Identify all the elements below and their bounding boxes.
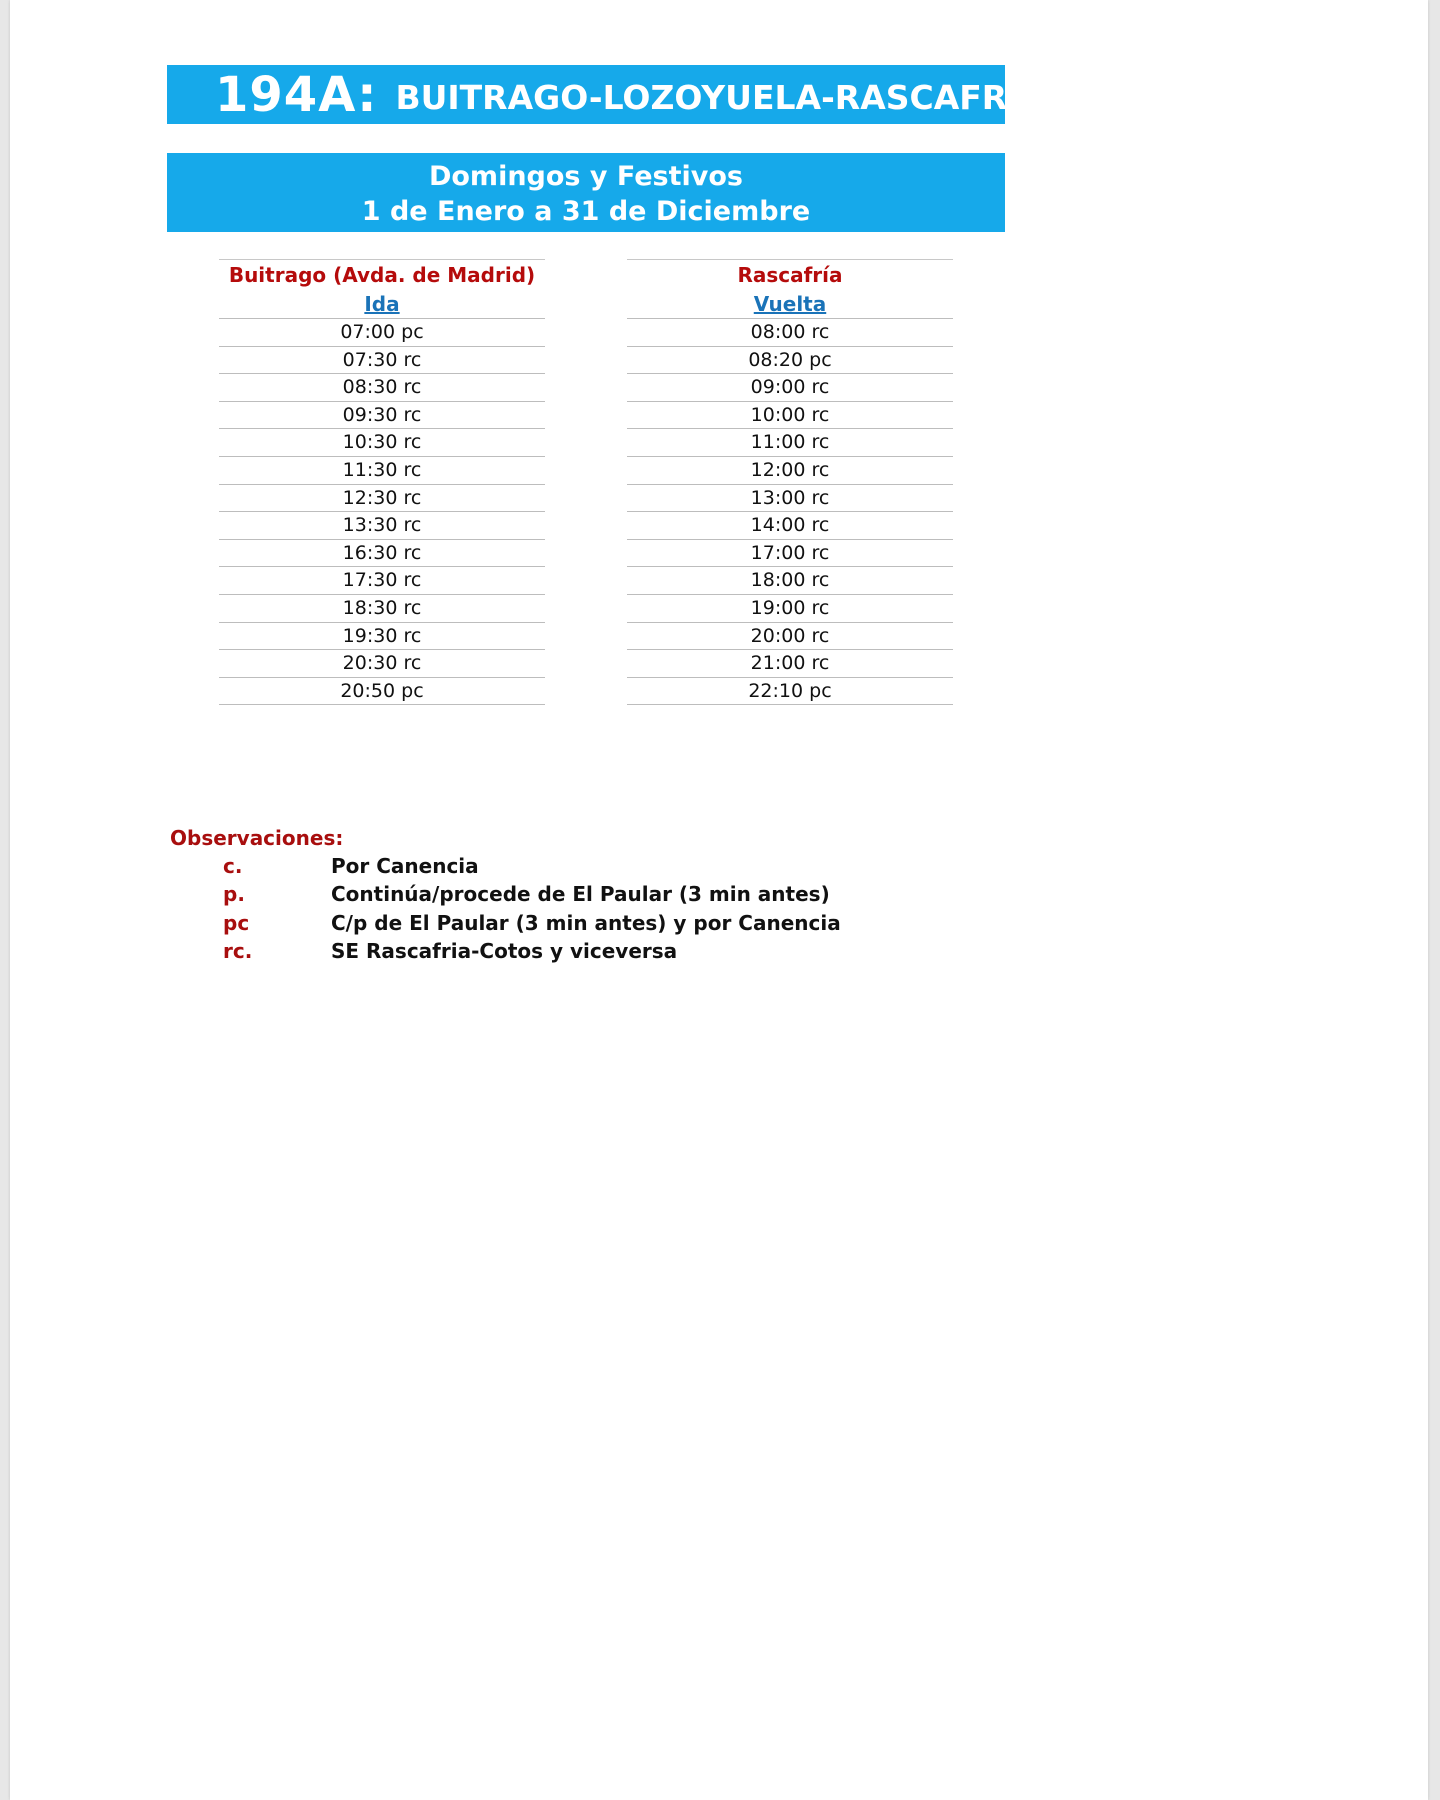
- observacion-item: [223, 880, 830, 908]
- vuelta-time-row: 20:00 rc: [627, 623, 953, 651]
- ida-time-row: 18:30 rc: [219, 595, 545, 623]
- vuelta-time-row: 08:00 rc: [627, 319, 953, 347]
- ida-time-row: 10:30 rc: [219, 429, 545, 457]
- period-dates: 1 de Enero a 31 de Diciembre: [361, 196, 811, 227]
- observacion-item: [223, 937, 677, 965]
- ida-direction-link[interactable]: Ida: [219, 290, 545, 319]
- vuelta-time-row: 13:00 rc: [627, 485, 953, 513]
- ida-time-row: 19:30 rc: [219, 623, 545, 651]
- ida-time-row: 16:30 rc: [219, 540, 545, 568]
- observacion-desc: Por Canencia: [331, 854, 479, 878]
- timetable-page: [10, 0, 1428, 1800]
- observacion-code: c.: [223, 854, 243, 878]
- vuelta-time-row: 12:00 rc: [627, 457, 953, 485]
- observacion-desc: SE Rascafria-Cotos y viceversa: [331, 939, 678, 963]
- observaciones-title: Observaciones:: [170, 826, 344, 850]
- vuelta-time-row: 21:00 rc: [627, 650, 953, 678]
- observacion-item: [223, 852, 479, 880]
- vuelta-time-row: 10:00 rc: [627, 402, 953, 430]
- observacion-code: pc: [223, 911, 250, 935]
- ida-time-row: 20:30 rc: [219, 650, 545, 678]
- vuelta-time-row: 17:00 rc: [627, 540, 953, 568]
- ida-column: [219, 259, 545, 705]
- route-code: 194A:: [215, 67, 378, 123]
- ida-time-row: 08:30 rc: [219, 374, 545, 402]
- ida-time-row: 12:30 rc: [219, 485, 545, 513]
- period-days: Domingos y Festivos: [428, 161, 744, 192]
- observacion-code: p.: [223, 882, 245, 906]
- vuelta-time-row: 19:00 rc: [627, 595, 953, 623]
- vuelta-stop-name: Rascafría: [737, 263, 843, 287]
- ida-time-row: 17:30 rc: [219, 567, 545, 595]
- vuelta-time-row: 22:10 pc: [627, 678, 953, 706]
- vuelta-column: [627, 259, 953, 705]
- vuelta-time-row: 09:00 rc: [627, 374, 953, 402]
- ida-time-row: 07:00 pc: [219, 319, 545, 347]
- observacion-item: [223, 909, 841, 937]
- observacion-desc: C/p de El Paular (3 min antes) y por Canencia: [331, 911, 841, 935]
- vuelta-time-row: 14:00 rc: [627, 512, 953, 540]
- ida-time-row: 20:50 pc: [219, 678, 545, 706]
- ida-time-row: 09:30 rc: [219, 402, 545, 430]
- vuelta-time-row: 11:00 rc: [627, 429, 953, 457]
- service-period-bar: [167, 153, 1005, 232]
- route-title-bar: [167, 65, 1046, 124]
- vuelta-time-row: 18:00 rc: [627, 567, 953, 595]
- vuelta-direction-link[interactable]: Vuelta: [627, 290, 953, 319]
- vuelta-time-row: 08:20 pc: [627, 347, 953, 375]
- route-name: BUITRAGO-LOZOYUELA-RASCAFRÍA: [395, 78, 1046, 117]
- observacion-desc: Continúa/procede de El Paular (3 min antes): [331, 882, 830, 906]
- ida-time-row: 07:30 rc: [219, 347, 545, 375]
- ida-stop-name: Buitrago (Avda. de Madrid): [228, 263, 536, 287]
- ida-time-row: 11:30 rc: [219, 457, 545, 485]
- ida-time-row: 13:30 rc: [219, 512, 545, 540]
- observacion-code: rc.: [223, 939, 253, 963]
